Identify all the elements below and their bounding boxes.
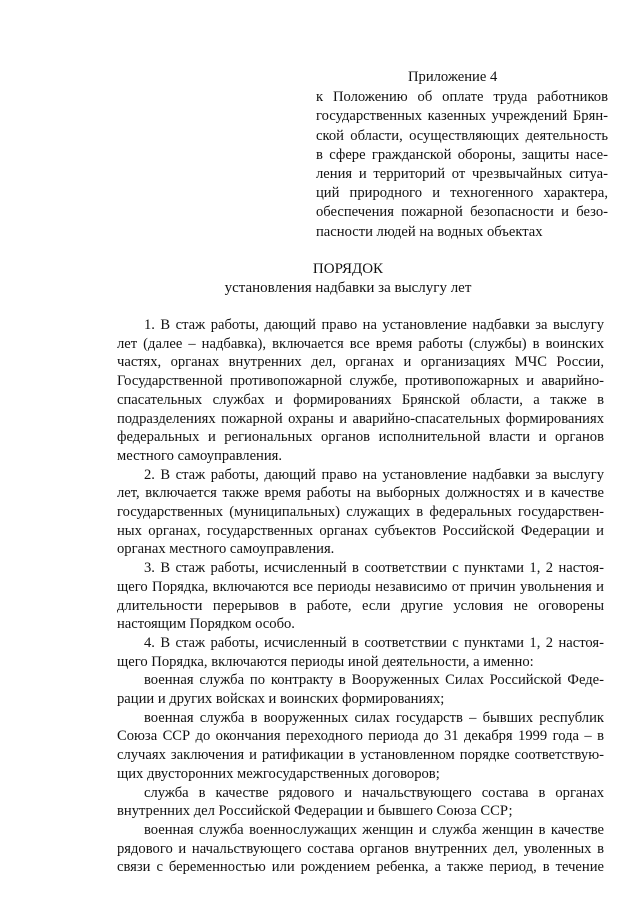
paragraph-line: внутренних дел Российской Федерации и бывшего Союза ССР; bbox=[117, 803, 513, 820]
paragraph-line: военная служба военнослужащих женщин и служба женщин в качестве bbox=[144, 821, 604, 838]
paragraph-line: щих двусторонних межгосударственных договоров; bbox=[117, 765, 440, 782]
document-heading bbox=[0, 260, 640, 298]
appendix-line: ской области, осуществляющих деятельность bbox=[316, 127, 608, 144]
paragraph-line: Союза ССР до окончания переходного периода до 31 декабря 1999 года – в bbox=[117, 728, 604, 745]
paragraph-line: 3. В стаж работы, исчисленный в соответствии с пунктами 1, 2 настоя- bbox=[144, 560, 604, 577]
paragraph-line: подразделениях пожарной охраны и аварийно-спасательных формированиях bbox=[117, 410, 604, 427]
document-body bbox=[117, 316, 604, 877]
paragraph-line: федеральных и региональных органов исполнительной власти и органов bbox=[117, 429, 604, 446]
appendix-line: ций природного и техногенного характера, bbox=[316, 185, 608, 202]
paragraph-line: 4. В стаж работы, исчисленный в соответствии с пунктами 1, 2 настоя- bbox=[144, 634, 604, 651]
appendix-line: государственных казенных учреждений Брян- bbox=[316, 108, 608, 125]
paragraph-line: военная служба по контракту в Вооруженных Силах Российской Феде- bbox=[144, 672, 604, 689]
paragraph-line: случаях заключения и ратификации в установленном порядке соответствую- bbox=[117, 747, 604, 764]
appendix-line: обеспечения пожарной безопасности и безо- bbox=[316, 204, 608, 221]
paragraph-line: щего Порядка, включаются все периоды независимо от причин увольнения и bbox=[117, 578, 604, 595]
paragraph-line: органах местного самоуправления. bbox=[117, 541, 335, 558]
paragraph-line: рядового и начальствующего состава органов внутренних дел, уволенных в bbox=[117, 840, 604, 857]
paragraph-line: длительности перерывов в работе, если другие условия не оговорены bbox=[117, 597, 604, 614]
paragraph-line: 1. В стаж работы, дающий право на установление надбавки за выслугу bbox=[144, 317, 604, 333]
paragraph-line: рации и других войсках и воинских формированиях; bbox=[117, 691, 445, 708]
paragraph-line: местного самоуправления. bbox=[117, 447, 283, 464]
document-subtitle: установления надбавки за выслугу лет bbox=[224, 280, 472, 296]
paragraph-line: щего Порядка, включаются периоды иной деятельности, а именно: bbox=[117, 653, 534, 670]
paragraph-line: государственных (муниципальных) служащих в федеральных государствен- bbox=[117, 504, 604, 521]
paragraph-line: лет (далее – надбавка), включается все время работы (службы) в воинских bbox=[117, 335, 604, 352]
appendix-line: в сфере гражданской обороны, защиты насе- bbox=[316, 146, 608, 163]
appendix-line: пасности людей на водных объектах bbox=[316, 223, 543, 240]
paragraph-line: ных органах, государственных органах субъектов Российской Федерации и bbox=[117, 522, 604, 539]
paragraph-line: связи с беременностью или рождением ребенка, а также период, в течение bbox=[117, 859, 604, 876]
appendix-header bbox=[316, 68, 608, 242]
paragraph-line: 2. В стаж работы, дающий право на установление надбавки за выслугу bbox=[144, 466, 604, 483]
document-title: ПОРЯДОК bbox=[312, 261, 384, 277]
paragraph-line: военная служба в вооруженных силах государств – бывших республик bbox=[144, 709, 604, 726]
appendix-line: ления и территорий от чрезвычайных ситуа- bbox=[316, 166, 608, 183]
appendix-title: Приложение 4 bbox=[408, 69, 498, 85]
paragraph-line: лет, включается также время работы на выборных должностях и в качестве bbox=[117, 485, 604, 502]
paragraph-line: спасательных службах и формированиях Брянской области, а также в bbox=[117, 391, 604, 408]
paragraph-line: Государственной противопожарной службе, противопожарных и аварийно- bbox=[117, 373, 604, 390]
paragraph-line: служба в качестве рядового и начальствующего состава в органах bbox=[144, 784, 604, 801]
appendix-line: к Положению об оплате труда работников bbox=[316, 89, 608, 106]
paragraph-line: настоящим Порядком особо. bbox=[117, 616, 295, 633]
paragraph-line: частях, органах внутренних дел, органах и организациях МЧС России, bbox=[117, 354, 604, 371]
